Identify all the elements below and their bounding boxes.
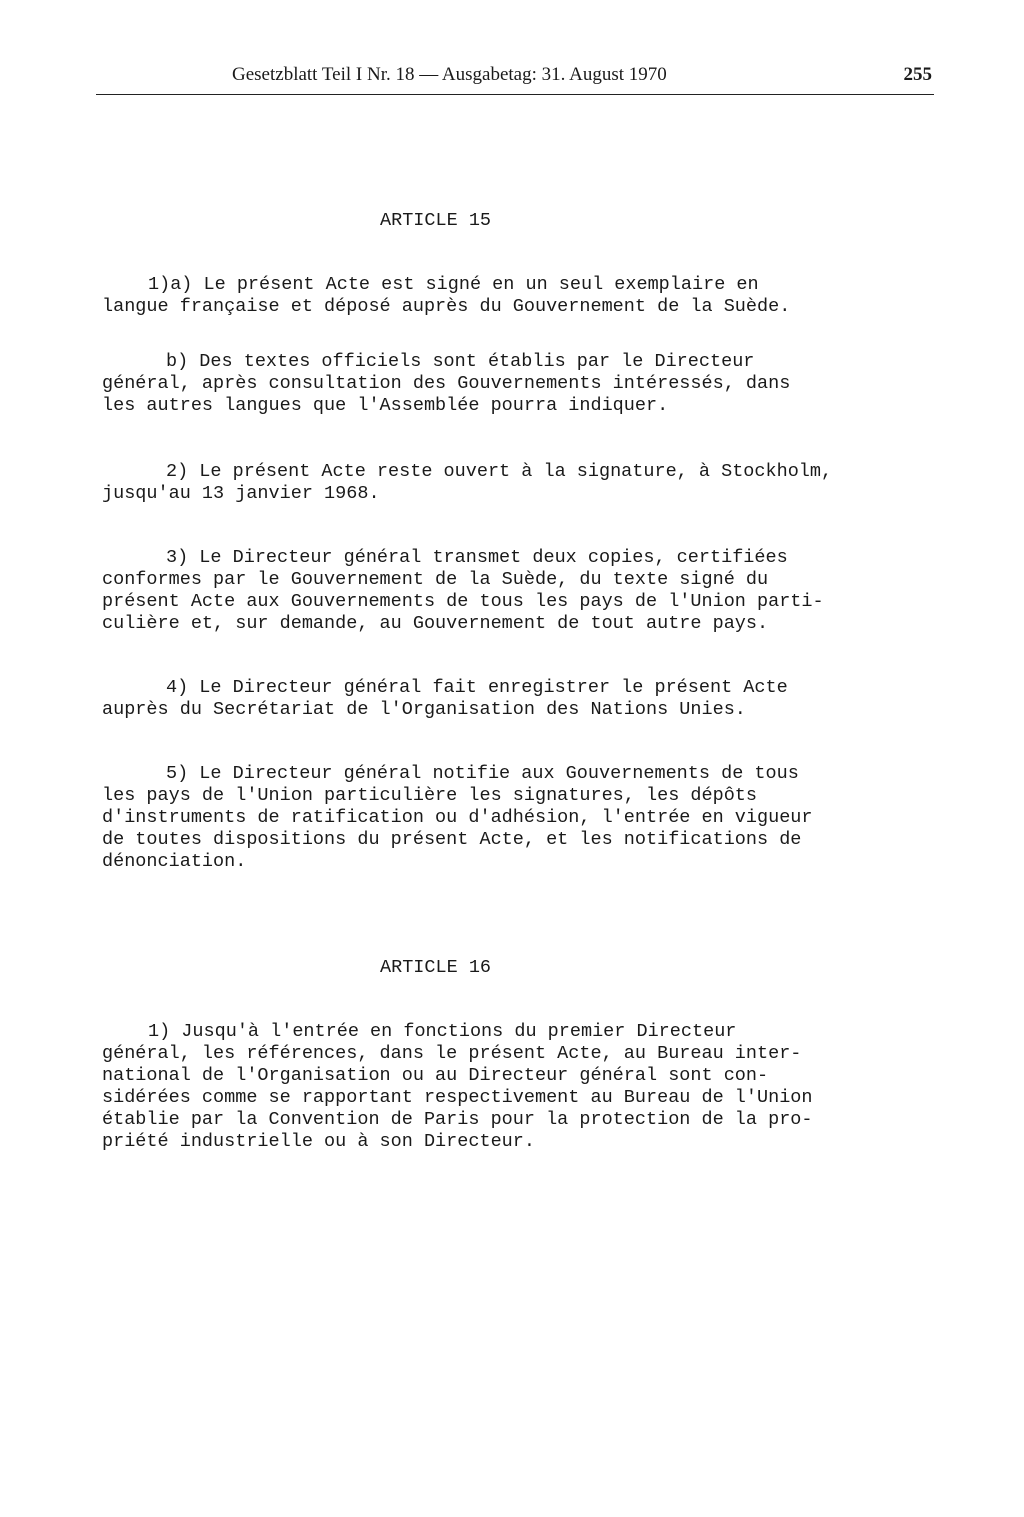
art15-p5-line-2: les pays de l'Union particulière les signatures, les dépôts bbox=[102, 785, 758, 806]
art16-p1-line-6: priété industrielle ou à son Directeur. bbox=[102, 1131, 535, 1152]
art15-p4-line-2: auprès du Secrétariat de l'Organisation des Nations Unies. bbox=[102, 699, 746, 720]
art15-p1b-line-1: b) Des textes officiels sont établis par le Directeur bbox=[166, 351, 755, 372]
article-16-heading: ARTICLE 16 bbox=[380, 957, 492, 978]
art15-p3-line-3: présent Acte aux Gouvernements de tous les pays de l'Union parti- bbox=[102, 591, 824, 612]
art15-p5-line-4: de toutes dispositions du présent Acte, et les notifications de bbox=[102, 829, 802, 850]
art15-p3-line-2: conformes par le Gouvernement de la Suède, du texte signé du bbox=[102, 569, 769, 590]
art15-p1a-line-2: langue française et déposé auprès du Gouvernement de la Suède. bbox=[102, 296, 791, 317]
art16-p1-line-2: général, les références, dans le présent Acte, au Bureau inter- bbox=[102, 1043, 802, 1064]
art15-p3-line-1: 3) Le Directeur général transmet deux copies, certifiées bbox=[166, 547, 788, 568]
page-header bbox=[96, 60, 934, 95]
art15-p4-line-1: 4) Le Directeur général fait enregistrer le présent Acte bbox=[166, 677, 788, 698]
art16-p1-line-3: national de l'Organisation ou au Directeur général sont con- bbox=[102, 1065, 769, 1086]
art16-p1-line-1: 1) Jusqu'à l'entrée en fonctions du premier Directeur bbox=[148, 1021, 737, 1042]
page-number: 255 bbox=[903, 64, 932, 85]
article-15-heading: ARTICLE 15 bbox=[380, 210, 492, 231]
art15-p3-line-4: culière et, sur demande, au Gouvernement de tout autre pays. bbox=[102, 613, 769, 634]
art15-p5-line-1: 5) Le Directeur général notifie aux Gouvernements de tous bbox=[166, 763, 799, 784]
art16-p1-line-5: établie par la Convention de Paris pour la protection de la pro- bbox=[102, 1109, 813, 1130]
art15-p1b-line-3: les autres langues que l'Assemblée pourra indiquer. bbox=[102, 395, 669, 416]
art15-p2-line-2: jusqu'au 13 janvier 1968. bbox=[102, 483, 380, 504]
art16-p1-line-4: sidérées comme se rapportant respectivement au Bureau de l'Union bbox=[102, 1087, 813, 1108]
art15-p5-line-3: d'instruments de ratification ou d'adhésion, l'entrée en vigueur bbox=[102, 807, 813, 828]
art15-p1a-line-1: 1)a) Le présent Acte est signé en un seul exemplaire en bbox=[148, 274, 759, 295]
running-title: Gesetzblatt Teil I Nr. 18 — Ausgabetag: 31. August 1970 bbox=[232, 64, 667, 85]
art15-p2-line-1: 2) Le présent Acte reste ouvert à la signature, à Stockholm, bbox=[166, 461, 833, 482]
art15-p1b-line-2: général, après consultation des Gouvernements intéressés, dans bbox=[102, 373, 791, 394]
art15-p5-line-5: dénonciation. bbox=[102, 851, 247, 872]
